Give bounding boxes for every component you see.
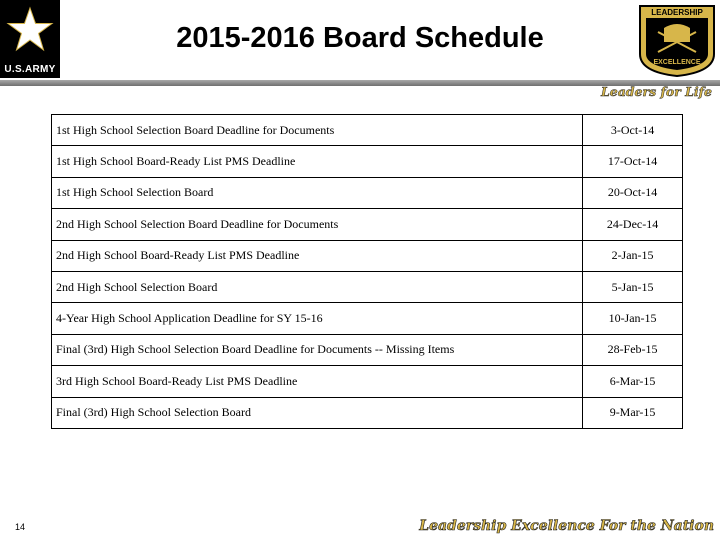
date-cell: 24-Dec-14 — [583, 209, 683, 240]
event-cell: 3rd High School Board-Ready List PMS Deadline — [52, 366, 583, 397]
event-cell: 4-Year High School Application Deadline for SY 15-16 — [52, 303, 583, 334]
table-row — [52, 209, 683, 240]
page-title: 2015-2016 Board Schedule — [176, 22, 544, 54]
date-cell: 28-Feb-15 — [583, 334, 683, 365]
date-cell: 2-Jan-15 — [583, 240, 683, 271]
emblem-top-text: LEADERSHIP — [651, 8, 703, 17]
date-cell: 17-Oct-14 — [583, 146, 683, 177]
table-row — [52, 397, 683, 428]
table-row — [52, 271, 683, 302]
date-cell: 3-Oct-14 — [583, 115, 683, 146]
table-row — [52, 303, 683, 334]
emblem-bottom-text: EXCELLENCE — [653, 59, 701, 66]
table-row — [52, 177, 683, 208]
date-cell: 6-Mar-15 — [583, 366, 683, 397]
event-cell: 2nd High School Board-Ready List PMS Deadline — [52, 240, 583, 271]
table-row — [52, 146, 683, 177]
date-cell: 5-Jan-15 — [583, 271, 683, 302]
date-cell: 9-Mar-15 — [583, 397, 683, 428]
footer-slogan: Leadership Excellence For the Nation — [419, 518, 714, 534]
date-cell: 20-Oct-14 — [583, 177, 683, 208]
page-number: 14 — [15, 522, 26, 532]
event-cell: 2nd High School Selection Board Deadline for Documents — [52, 209, 583, 240]
board-schedule-table — [51, 114, 683, 429]
date-cell: 10-Jan-15 — [583, 303, 683, 334]
army-logo-text: U.S.ARMY — [4, 64, 56, 75]
table-row — [52, 115, 683, 146]
event-cell: Final (3rd) High School Selection Board — [52, 397, 583, 428]
event-cell: 1st High School Board-Ready List PMS Deadline — [52, 146, 583, 177]
rotc-shield-icon — [636, 2, 718, 78]
event-cell: 2nd High School Selection Board — [52, 271, 583, 302]
table-row — [52, 334, 683, 365]
leadership-excellence-emblem — [636, 2, 718, 78]
tagline: Leaders for Life — [600, 84, 712, 99]
event-cell: 1st High School Selection Board Deadline for Documents — [52, 115, 583, 146]
event-cell: 1st High School Selection Board — [52, 177, 583, 208]
table-row — [52, 240, 683, 271]
table-row — [52, 366, 683, 397]
event-cell: Final (3rd) High School Selection Board Deadline for Documents -- Missing Items — [52, 334, 583, 365]
